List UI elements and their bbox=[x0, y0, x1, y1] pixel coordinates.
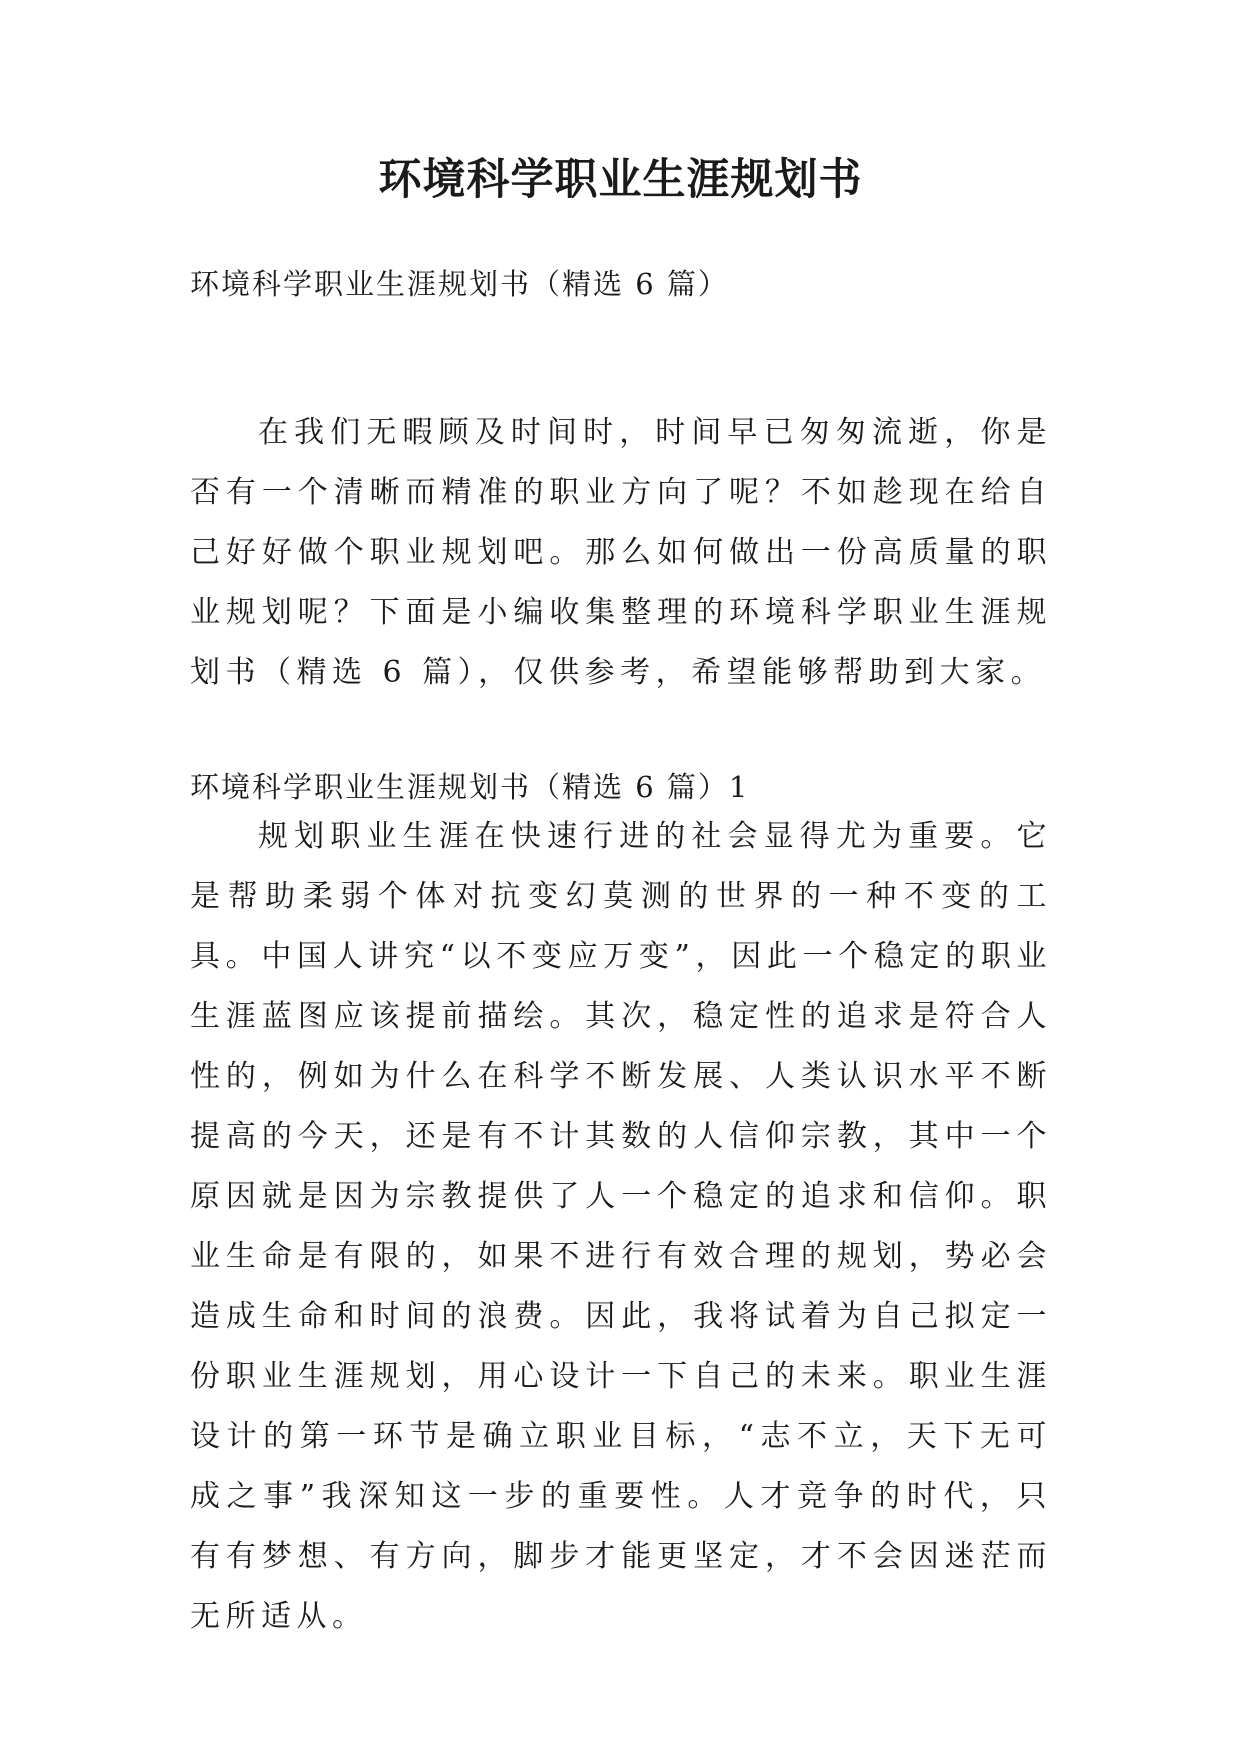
intro-paragraph: 在我们无暇顾及时间时，时间早已匆匆流逝，你是否有一个清晰而精准的职业方向了呢？不如趁现在给自己好好做个职业规划吧。那么如何做出一份高质量的职业规划呢？下面是小编收集整理的环境科学职业生涯规划书（精选 6 篇），仅供参考，希望能够帮助到大家。 bbox=[190, 415, 1052, 690]
document-title: 环境科学职业生涯规划书 bbox=[378, 155, 863, 205]
section-1-body: 规划职业生涯在快速行进的社会显得尤为重要。它是帮助柔弱个体对抗变幻莫测的世界的一种不变的工具。中国人讲究“以不变应万变”，因此一个稳定的职业生涯蓝图应该提前描绘。其次，稳定性的追求是符合人性的，例如为什么在科学不断发展、人类认识水平不断提高的今天，还是有不计其数的人信仰宗教，其中一个原因就是因为宗教提供了人一个稳定的追求和信仰。职业生命是有限的，如果不进行有效合理的规划，势必会造成生命和时间的浪费。因此，我将试着为自己拟定一份职业生涯规划，用心设计一下自己的未来。职业生涯设计的第一环节是确立职业目标，“志不立，天下无可成之事”我深知这一步的重要性。人才竞争的时代，只有有梦想、有方向，脚步才能更坚定，才不会因迷茫而无所适从。 bbox=[190, 819, 1052, 1634]
section-1-heading: 环境科学职业生涯规划书（精选 6 篇）1 bbox=[190, 770, 750, 804]
document-subtitle: 环境科学职业生涯规划书（精选 6 篇） bbox=[190, 267, 729, 301]
